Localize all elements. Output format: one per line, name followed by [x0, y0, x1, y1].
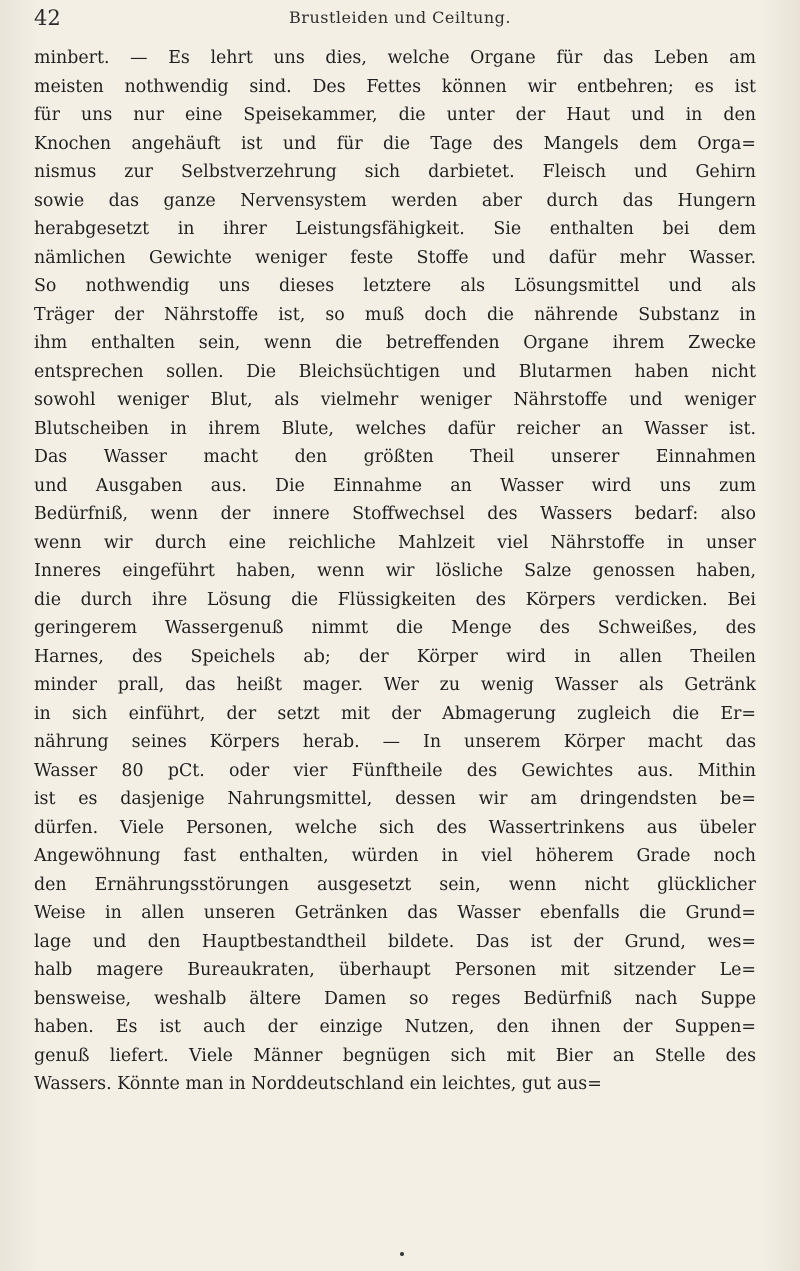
- text-line: sowohl weniger Blut, als vielmehr weniger Nährstoffe und weniger: [34, 390, 756, 410]
- text-line: genuß liefert. Viele Männer begnügen sich mit Bier an Stelle des: [34, 1045, 756, 1066]
- page-number: 42: [34, 6, 61, 30]
- text-line: geringerem Wassergenuß nimmt die Menge des Schweißes, des: [34, 618, 756, 638]
- text-line: wenn wir durch eine reichliche Mahlzeit viel Nährstoffe in unser: [34, 532, 756, 553]
- text-line: Knochen angehäuft ist und für die Tage des Mangels dem Orga=: [34, 133, 756, 154]
- text-line: So nothwendig uns dieses letztere als Lösungsmittel und als: [34, 276, 756, 296]
- text-line: entsprechen sollen. Die Bleichsüchtigen und Blutarmen haben nicht: [34, 361, 756, 382]
- text-line: Harnes, des Speichels ab; der Körper wird in allen Theilen: [34, 646, 756, 667]
- text-line: Inneres eingeführt haben, wenn wir lösliche Salze genossen haben,: [34, 561, 756, 581]
- ink-speck: [400, 1252, 404, 1256]
- text-line: dürfen. Viele Personen, welche sich des Wassertrinkens aus übeler: [34, 817, 756, 838]
- text-line: herabgesetzt in ihrer Leistungsfähigkeit. Sie enthalten bei dem: [34, 219, 756, 239]
- text-line: Angewöhnung fast enthalten, würden in viel höherem Grade noch: [34, 846, 756, 866]
- text-line: Wassers. Könnte man in Norddeutschland ein leichtes, gut aus=: [34, 1074, 602, 1094]
- text-line: in sich einführt, der setzt mit der Abmagerung zugleich die Er=: [34, 703, 756, 724]
- text-line: minder prall, das heißt mager. Wer zu wenig Wasser als Getränk: [34, 675, 756, 695]
- text-line: meisten nothwendig sind. Des Fettes können wir entbehren; es ist: [34, 76, 756, 97]
- text-line: haben. Es ist auch der einzige Nutzen, den ihnen der Suppen=: [34, 1017, 756, 1037]
- text-line: Wasser 80 pCt. oder vier Fünftheile des Gewichtes aus. Mithin: [34, 760, 756, 781]
- text-line: halb magere Bureaukraten, überhaupt Personen mit sitzender Le=: [34, 960, 756, 980]
- text-line: und Ausgaben aus. Die Einnahme an Wasser wird uns zum: [34, 475, 756, 496]
- text-line: Das Wasser macht den größten Theil unserer Einnahmen: [34, 447, 756, 467]
- text-line: minbert. — Es lehrt uns dies, welche Organe für das Leben am: [34, 48, 756, 68]
- text-line: für uns nur eine Speisekammer, die unter der Haut und in den: [34, 105, 756, 125]
- text-line: bensweise, weshalb ältere Damen so reges Bedürfniß nach Suppe: [34, 988, 756, 1009]
- text-line: lage und den Hauptbestandtheil bildete. Das ist der Grund, wes=: [34, 931, 756, 952]
- text-line: Blutscheiben in ihrem Blute, welches dafür reicher an Wasser ist.: [34, 418, 756, 439]
- text-line: ist es dasjenige Nahrungsmittel, dessen wir am dringendsten be=: [34, 789, 756, 809]
- running-title: Brustleiden und Ceiltung.: [289, 8, 511, 27]
- text-line: nismus zur Selbstverzehrung sich darbietet. Fleisch und Gehirn: [34, 162, 756, 182]
- text-line: nämlichen Gewichte weniger feste Stoffe und dafür mehr Wasser.: [34, 247, 756, 268]
- body-text: [34, 44, 756, 1099]
- text-line: Bedürfniß, wenn der innere Stoffwechsel des Wassers bedarf: also: [34, 504, 756, 524]
- text-line: Träger der Nährstoffe ist, so muß doch die nährende Substanz in: [34, 304, 756, 325]
- text-line: ihm enthalten sein, wenn die betreffenden Organe ihrem Zwecke: [34, 333, 756, 353]
- text-line: den Ernährungsstörungen ausgesetzt sein, wenn nicht glücklicher: [34, 874, 756, 895]
- text-line: die durch ihre Lösung die Flüssigkeiten des Körpers verdicken. Bei: [34, 589, 756, 610]
- text-line: nährung seines Körpers herab. — In unserem Körper macht das: [34, 732, 756, 752]
- text-line: sowie das ganze Nervensystem werden aber durch das Hungern: [34, 190, 756, 211]
- text-line: Weise in allen unseren Getränken das Wasser ebenfalls die Grund=: [34, 903, 756, 923]
